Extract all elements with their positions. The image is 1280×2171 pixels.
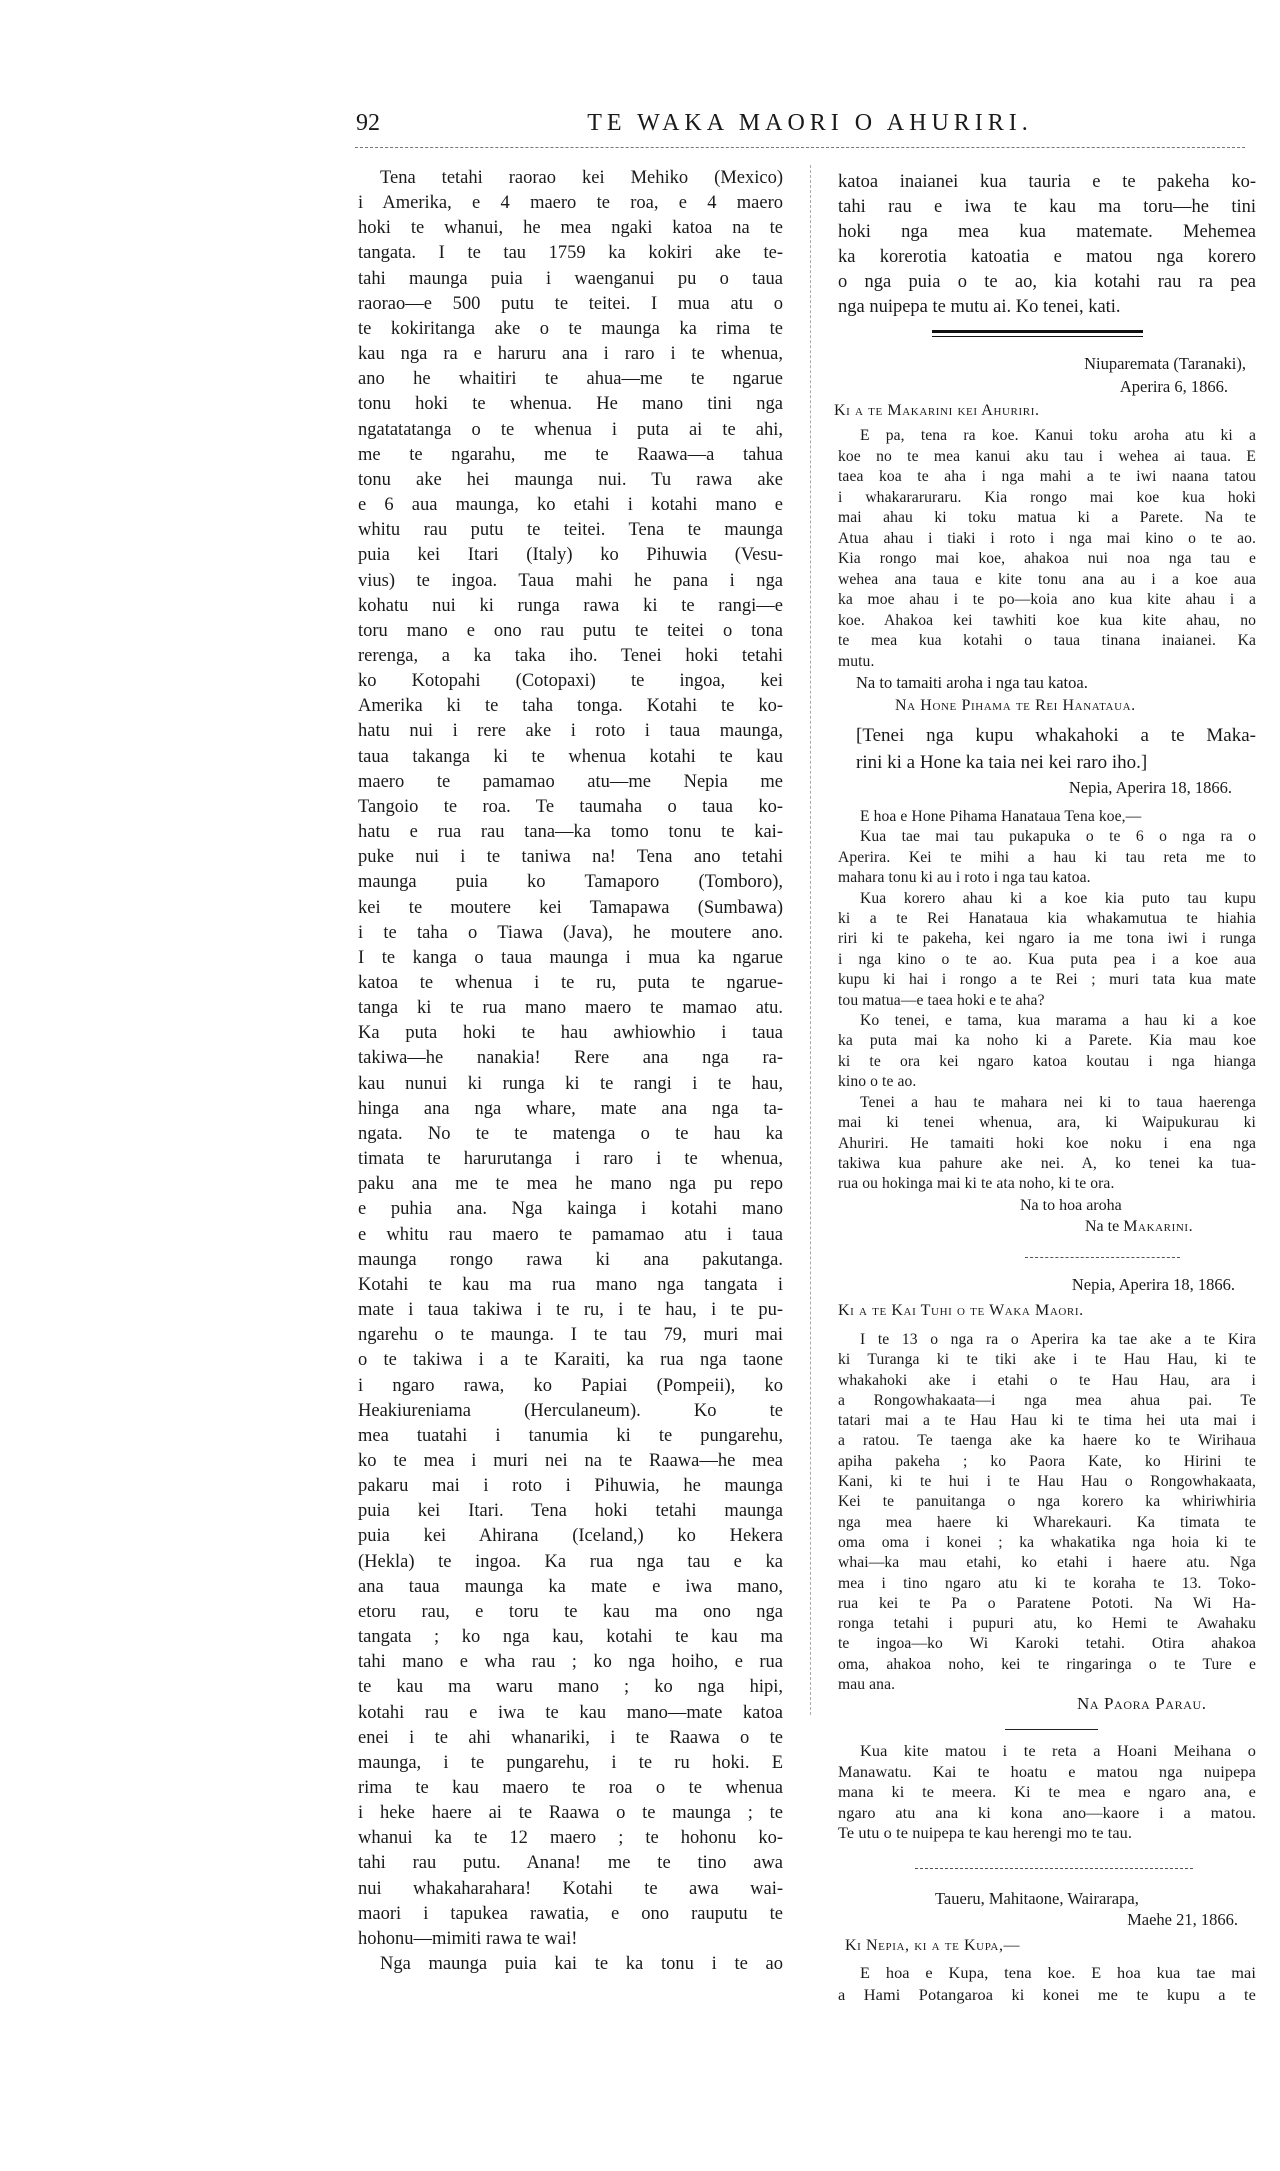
- text-line: (Hekla) te ingoa. Ka rua nga tau e ka: [358, 1551, 783, 1572]
- letter1-closing: Na to tamaiti aroha i nga tau katoa.: [856, 673, 1088, 692]
- text-line: [Tenei nga kupu whakahoki a te Maka-: [856, 725, 1256, 746]
- text-line: ka moe ahau i te po—koia ano kua kite ahau i a: [838, 591, 1256, 608]
- double-rule: [932, 330, 1143, 337]
- text-line: kau nga ra e haruru ana i raro i te whenua,: [358, 344, 783, 365]
- text-line: ana taua maunga ka mate e iwa mano,: [358, 1576, 783, 1597]
- letter2-date: Nepia, Aperira 18, 1866.: [1068, 778, 1232, 797]
- text-line: ronga tetahi i pupuri atu, ko Hemi te Awahaku: [838, 1615, 1256, 1633]
- text-line: hoki te whanui, he mea ngaki katoa na te: [358, 218, 783, 239]
- section-rule: [1005, 1729, 1098, 1730]
- text-line: puia kei Ahirana (Iceland,) ko Hekera: [358, 1526, 783, 1547]
- text-line: kupu ki hai i rongo a te Rei ; muri tata kua mate: [838, 971, 1256, 989]
- text-line: te mea kua kotahi o taua tinana inaianei. Ka: [838, 632, 1256, 649]
- text-line: i ngaro rawa, ko Papiai (Pompeii), ko: [358, 1375, 783, 1396]
- text-line: koe. Ahakoa kei tawhiti koe kua kite ahau, no: [838, 611, 1256, 629]
- text-line: ka puta mai ka noho ki a Parete. Kia mau koe: [838, 1032, 1256, 1050]
- text-line: riri ki te pakeha, kei ngaro ia me tona iwi i runga: [838, 930, 1256, 948]
- text-line: ngaro atu ana ki kona ano—kaore i a matou.: [838, 1802, 1256, 1822]
- letter3-signature: Na Paora Parau.: [1077, 1694, 1207, 1713]
- text-line: katoa te whenua i te ru, puta te ngarue-: [358, 973, 783, 993]
- text-line: e whitu rau maero te pamamao atu i taua: [358, 1224, 783, 1245]
- text-line: Amerika ki te taha tonga. Kotahi te ko-: [358, 696, 783, 717]
- letter1-body: [838, 426, 1256, 672]
- text-line: tangata ; ko nga kau, kotahi te kau ma: [358, 1627, 783, 1648]
- text-line: mahara tonu ki au i roto i nga tau katoa.: [838, 869, 1091, 887]
- text-line: ano he whaitiri te ahua—me te ngarue: [358, 369, 783, 390]
- text-line: E hoa e Hone Pihama Hanataua Tena koe,—: [860, 808, 1142, 825]
- text-line: hatu e rua rau tana—ka tomo tonu te kai-: [358, 822, 783, 843]
- text-line: a Hami Potangaroa ki konei me te kupu a te: [838, 1985, 1256, 2004]
- text-line: apiha pakeha ; ko Paora Kate, ko Hirini te: [838, 1452, 1256, 1470]
- text-line: whakahoki ake i etahi o te Hau Hau, ara i: [838, 1371, 1256, 1389]
- text-line: a Rongowhakaata—i nga mea ahua pai. Te: [838, 1391, 1256, 1409]
- article-volcanoes-continued: [838, 170, 1256, 320]
- text-line: e 6 aua maunga, ko etahi i kotahi mano e: [358, 495, 783, 516]
- text-line: paku ana me te mea he mano nga pu repo: [358, 1174, 783, 1195]
- text-line: puke nui i te taniwa na! Tena ano tetahi: [358, 847, 783, 868]
- text-line: Ahuriri. He tamaiti hoki koe noku i ena nga: [838, 1134, 1256, 1152]
- text-line: hinga ana nga whare, mate ana nga ta-: [358, 1098, 783, 1119]
- letter4-date: Maehe 21, 1866.: [1127, 1910, 1238, 1929]
- text-line: i Amerika, e 4 maero te roa, e 4 maero: [358, 193, 783, 214]
- text-line: Aperira. Kei te mihi a hau ki tau reta me to: [838, 848, 1256, 866]
- letter4-place: Taueru, Mahitaone, Wairarapa,: [935, 1889, 1139, 1908]
- page-number: 92: [356, 110, 380, 136]
- text-line: nga mea haere ki Wharekauri. Ka timata te: [838, 1513, 1256, 1531]
- text-line: Kua korero ahau ki a koe kia puto tau kupu: [860, 889, 1256, 907]
- letter1-date: Aperira 6, 1866.: [1119, 377, 1228, 396]
- letter1-signature: Na Hone Pihama te Rei Hanataua.: [895, 697, 1136, 714]
- text-line: etoru rau, e toru te kau ma ono nga: [358, 1601, 783, 1622]
- text-line: Tena tetahi raorao kei Mehiko (Mexico): [380, 168, 783, 188]
- editorial-notice: [838, 1741, 1256, 1844]
- text-line: Kia rongo mai koe, ahakoa nui noa nga tau e: [838, 550, 1256, 567]
- text-line: hatu nui i rere ake i roto i taua maunga,: [358, 721, 783, 742]
- text-line: mau ana.: [838, 1676, 896, 1694]
- text-line: maori i tapukea rawatia, e ono rauputu te: [358, 1903, 783, 1924]
- text-line: ki Turanga ki te tiki ake i te Hau Hau, ki te: [838, 1351, 1256, 1369]
- text-line: puia kei Itari (Italy) ko Pihuwia (Vesu-: [358, 545, 783, 566]
- text-line: hoki nga mea kua matemate. Mehemea: [838, 222, 1256, 242]
- text-line: Kotahi te kau ma rua mano nga tangata i: [358, 1274, 783, 1295]
- text-line: i whakararuraru. Kia rongo mai koe kua hoki: [838, 488, 1256, 506]
- text-line: whai—ka mau etahi, ko etahi i haere atu. Nga: [838, 1554, 1256, 1572]
- text-line: te kau ma waru mano ; ko nga hipi,: [358, 1677, 783, 1698]
- text-line: toru mano e ono rau putu te teitei o tona: [358, 620, 783, 641]
- text-line: i te taha o Tiawa (Java), he moutere ano.: [358, 922, 783, 943]
- text-line: kau nunui ki runga ki te rangi i te hau,: [358, 1073, 783, 1094]
- letter4-body: [838, 1962, 1256, 2006]
- letter3-date: Nepia, Aperira 18, 1866.: [1071, 1275, 1235, 1294]
- text-line: kohatu nui ki runga rawa ki te rangi—e: [358, 595, 783, 616]
- text-line: Ka puta hoki te hau awhiowhio i taua: [358, 1023, 783, 1044]
- text-line: mana ki te meera. Ki te mea e ngaro ana, e: [838, 1782, 1256, 1801]
- section-rule: [915, 1868, 1193, 1869]
- text-line: puia kei Itari. Tena hoki tetahi maunga: [358, 1501, 783, 1522]
- text-line: tahi rau e iwa te kau ma toru—he tini: [838, 197, 1256, 217]
- text-line: i heke haere ai te Raawa o te maunga ; te: [358, 1803, 783, 1824]
- header-rule: [355, 147, 1245, 148]
- text-line: ngatatatanga o te whenua i puta ai te ahi,: [358, 419, 783, 440]
- text-line: ki te ora kei ngaro katoa koutau i nga hianga: [838, 1052, 1256, 1070]
- text-line: katoa inaianei kua tauria e te pakeha ko-: [838, 172, 1256, 192]
- text-line: kei te moutere kei Tamapawa (Sumbawa): [358, 897, 783, 918]
- letter1-address: Ki a te Makarini kei Ahuriri.: [834, 402, 1040, 419]
- text-line: rerenga, a ka taka iho. Tenei hoki tetahi: [358, 645, 783, 666]
- text-line: maunga puia ko Tamaporo (Tomboro),: [358, 872, 783, 893]
- text-line: rua ou hokinga mai ki te ata noho, ki te ora.: [838, 1175, 1115, 1193]
- text-line: Tangoio te roa. Te taumaha o taua ko-: [358, 796, 783, 817]
- text-line: Atua ahau i tiaki i roto i nga mai kino o te ao.: [838, 529, 1256, 547]
- text-line: o te takiwa i a te Karaiti, ka rua nga taone: [358, 1350, 783, 1371]
- text-line: Tenei a hau te mahara nei ki to taua haerenga: [860, 1093, 1256, 1111]
- text-line: maunga rongo rawa ki ana pakutanga.: [358, 1249, 783, 1270]
- text-line: oma, ahakoa noho, kei te ringaringa o te Ture e: [838, 1655, 1256, 1673]
- text-line: tanga ki te rua mano maero te mamao atu.: [358, 998, 783, 1019]
- text-line: tangata. I te tau 1759 ka kokiri ake te-: [358, 243, 783, 264]
- text-line: taua takanga ki te whenua kotahi te kau: [358, 746, 783, 767]
- text-line: wehea ana taua e kite tonu ana au i a koe aua: [838, 570, 1256, 588]
- text-line: Heakiureniama (Herculaneum). Ko te: [358, 1400, 783, 1421]
- section-rule: [1025, 1257, 1180, 1258]
- text-line: ngarehu o te maunga. I te tau 79, muri mai: [358, 1325, 783, 1346]
- text-line: maero te pamamao atu—me Nepia me: [358, 771, 783, 792]
- text-line: ki a te Rei Hanataua kia whakamutua te hiahia: [838, 910, 1256, 928]
- text-line: tonu ake hei maunga nui. Tu rawa ake: [358, 469, 783, 490]
- text-line: Kua kite matou i te reta a Hoani Meihana o: [860, 1741, 1256, 1760]
- text-line: mutu.: [838, 652, 875, 670]
- text-line: Manawatu. Kai te hoatu e matou nga nuipepa: [838, 1761, 1256, 1781]
- text-line: Kei te panuitanga o nga korero ka whiriwhiria: [838, 1493, 1256, 1511]
- text-line: koe no te mea kanui aku tau i wehea ai taua. E: [838, 447, 1256, 465]
- text-line: oma oma i konei ; ka whakatika nga hoia ki te: [838, 1533, 1256, 1551]
- text-line: a ratou. Te taenga ake ka haere ko te Wirihaua: [838, 1432, 1256, 1450]
- text-line: Nga maunga puia kai te ka tonu i te ao: [380, 1954, 783, 1975]
- text-line: rua kei te Pa o Paratene Pototi. Na Wi Ha-: [838, 1594, 1256, 1612]
- text-line: mate i taua takiwa i te ru, i te hau, i te pu-: [358, 1300, 783, 1321]
- text-line: I te 13 o nga ra o Aperira ka tae ake a te Kira: [860, 1331, 1256, 1348]
- article-volcanoes: [358, 166, 783, 1977]
- column-divider: [810, 165, 811, 1715]
- text-line: kotahi rau e iwa te kau mano—mate katoa: [358, 1702, 783, 1723]
- text-line: tatari mai a te Hau Hau ki te tima hei uta mai i: [838, 1412, 1256, 1430]
- text-line: vius) te ingoa. Taua mahi he pana i nga: [358, 570, 783, 591]
- text-line: whanui ka te 12 maero ; te hohonu ko-: [358, 1828, 783, 1849]
- text-line: whitu rau putu te teitei. Tena te maunga: [358, 520, 783, 541]
- text-line: rini ki a Hone ka taia nei kei raro iho.]: [856, 752, 1148, 773]
- letter1-place: Niuparemata (Taranaki),: [1084, 354, 1246, 373]
- text-line: te kokiritanga ake o te maunga ka rima te: [358, 318, 783, 339]
- text-line: Kani, ki te hui i te Hau Hau o Rongowhakaata,: [838, 1473, 1256, 1491]
- text-line: Ko tenei, e tama, kua marama a hau ki a koe: [860, 1012, 1256, 1030]
- text-line: ka korerotia katoatia e matou nga korero: [838, 247, 1256, 267]
- text-line: tahi maunga puia i waenganui pu o taua: [358, 268, 783, 289]
- text-line: timata te harurutanga i raro i te whenua,: [358, 1149, 783, 1170]
- text-line: e puhia ana. Nga kainga i kotahi mano: [358, 1199, 783, 1220]
- running-head-title: TE WAKA MAORI O AHURIRI.: [587, 110, 1033, 136]
- letter2-closing: Na to hoa aroha: [1020, 1197, 1122, 1214]
- text-line: tahi mano e wha rau ; ko nga hoiho, e rua: [358, 1652, 783, 1673]
- text-line: rima te kau maero te roa o te whenua: [358, 1778, 783, 1798]
- text-line: nga nuipepa te mutu ai. Ko tenei, kati.: [838, 297, 1121, 317]
- letter3-address: Ki a te Kai Tuhi o te Waka Maori.: [838, 1302, 1084, 1319]
- text-line: nui whakaharahara! Kotahi te awa wai-: [358, 1878, 783, 1899]
- text-line: maunga, i te pungarehu, i te ru hoki. E: [358, 1752, 783, 1773]
- text-line: I te kanga o taua maunga i mua ka ngarue: [358, 947, 783, 968]
- text-line: hohonu—mimiti rawa te wai!: [358, 1928, 578, 1949]
- letter2-signature: [1085, 1218, 1193, 1236]
- text-line: o nga puia o te ao, kia kotahi rau ra pea: [838, 272, 1256, 292]
- text-line: tahi rau putu. Anana! me te tino awa: [358, 1853, 783, 1874]
- text-line: E pa, tena ra koe. Kanui toku aroha atu ki a: [860, 427, 1256, 444]
- letter4-address: Ki Nepia, ki a te Kupa,—: [845, 1937, 1021, 1954]
- text-line: me te ngarahu, me te Raawa—a tahua: [358, 444, 783, 465]
- text-line: pakaru mai i roto i Pihuwia, he maunga: [358, 1476, 783, 1497]
- text-line: E hoa e Kupa, tena koe. E hoa kua tae mai: [860, 1963, 1256, 1982]
- signature-prefix: Na te: [1085, 1218, 1120, 1235]
- text-line: mea tuatahi i tanumia ki te pungarehu,: [358, 1425, 783, 1446]
- text-line: ngata. No te te matenga o te hau ka: [358, 1123, 783, 1144]
- letter3-body: [838, 1330, 1256, 1695]
- text-line: enei i te ahi whanariki, i te Raawa o te: [358, 1727, 783, 1748]
- text-line: i nga kino o te ao. Kua puta pea i a koe aua: [838, 950, 1256, 968]
- text-line: raorao—e 500 putu te teitei. I mua atu o: [358, 293, 783, 314]
- text-line: ko Kotopahi (Cotopaxi) te ingoa, kei: [358, 671, 783, 692]
- signature-name: Makarini.: [1123, 1218, 1194, 1235]
- text-line: mai ahau ki toku matua ki a Parete. Na te: [838, 509, 1256, 526]
- text-line: takiwa kua pahure ake nei. A, ko tenei ka tua-: [838, 1154, 1256, 1172]
- text-line: mai ki tenei whenua, ara, ki Waipukurau ki: [838, 1114, 1256, 1132]
- text-line: Kua tae mai tau pukapuka o te 6 o nga ra o: [860, 828, 1256, 846]
- text-line: tou matua—e taea hoki e te aha?: [838, 991, 1045, 1009]
- letter2-body: [838, 807, 1256, 1195]
- text-line: te ingoa—ko Wi Karoki tetahi. Otira ahakoa: [838, 1635, 1256, 1653]
- text-line: ko te mea i muri nei na te Raawa—he mea: [358, 1450, 783, 1471]
- text-line: takiwa—he nanakia! Rere ana nga ra-: [358, 1048, 783, 1069]
- text-line: tonu hoki te whenua. He mano tini nga: [358, 394, 783, 415]
- text-line: kino o te ao.: [838, 1073, 917, 1091]
- text-line: Te utu o te nuipepa te kau herengi mo te tau.: [838, 1823, 1133, 1842]
- text-line: taea koa te aha i nga mahi a te iwi naana tatou: [838, 468, 1256, 485]
- text-line: mea i tino ngaro atu ki te koraha te 13. Toko-: [838, 1574, 1256, 1592]
- editor-note: [856, 722, 1256, 776]
